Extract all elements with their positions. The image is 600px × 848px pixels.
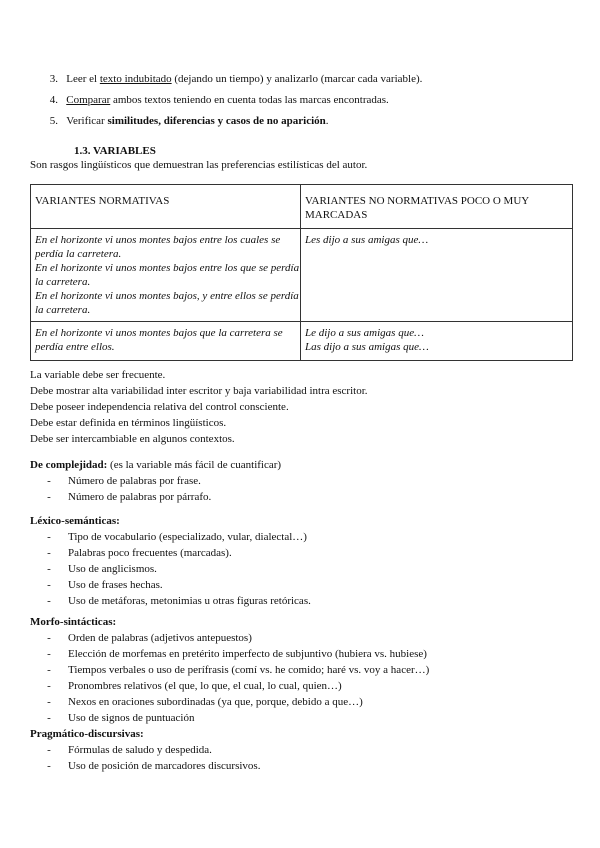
bullet: - <box>47 595 51 607</box>
header-normative: VARIANTES NORMATIVAS <box>31 185 301 229</box>
list-item-text: Uso de metáforas, metonimias u otras figuras retóricas. <box>68 595 311 607</box>
step-text-post: . <box>325 115 329 127</box>
requirement-line: Debe ser intercambiable en algunos contextos. <box>30 433 235 445</box>
list-item-text: Tipo de vocabulario (especializado, vular, dialectal…) <box>68 531 307 543</box>
step-link: Comparar <box>66 94 111 106</box>
list-item <box>30 594 311 608</box>
table-row <box>31 322 573 361</box>
cell-text: En el horizonte vi unos montes bajos entre los que se perdía <box>35 262 300 274</box>
group-title: De complejidad: <box>30 459 108 471</box>
list-item <box>30 530 307 544</box>
step-4 <box>40 93 389 107</box>
list-item-text: Número de palabras por párrafo. <box>68 491 212 503</box>
list-item-text: Uso de anglicismos. <box>68 563 157 575</box>
list-item <box>30 490 211 504</box>
table-row <box>31 229 573 322</box>
cell-text: En el horizonte vi unos montes bajos que la carretera se <box>35 327 283 339</box>
bullet: - <box>47 475 51 487</box>
requirement-line: La variable debe ser frecuente. <box>30 369 166 381</box>
list-item <box>30 679 342 693</box>
list-item <box>30 562 157 576</box>
cell-text: Les dijo a sus amigas que… <box>305 234 429 246</box>
list-item-text: Uso de posición de marcadores discursivos. <box>68 760 261 772</box>
cell-text: la carretera. <box>35 304 91 316</box>
list-item <box>30 474 201 488</box>
bullet: - <box>47 744 51 756</box>
step-3 <box>40 72 422 86</box>
step-bold-text: similitudes, diferencias y casos de no aparición <box>107 115 326 127</box>
group-title: Morfo-sintácticas: <box>30 616 117 628</box>
bullet: - <box>47 760 51 772</box>
list-item <box>30 711 194 725</box>
step-text-post: ambos textos teniendo en cuenta todas las marcas encontradas. <box>110 94 389 106</box>
list-item <box>30 631 252 645</box>
cell-text: En el horizonte vi unos montes bajos, y entre ellos se perdía <box>35 290 299 302</box>
group-note: (es la variable más fácil de cuantificar) <box>107 459 282 471</box>
cell-normative <box>31 229 301 322</box>
group-title: Pragmático-discursivas: <box>30 728 144 740</box>
bullet: - <box>47 579 51 591</box>
list-item-text: Orden de palabras (adjetivos antepuestos) <box>68 632 252 644</box>
list-item <box>30 695 363 709</box>
cell-text: perdía la carretera. <box>35 248 122 260</box>
step-text-pre: Leer el <box>66 73 100 85</box>
list-item-text: Elección de morfemas en pretérito imperfecto de subjuntivo (hubiera vs. hubiese) <box>68 648 427 660</box>
bullet: - <box>47 664 51 676</box>
requirement-line: Debe poseer independencia relativa del control consciente. <box>30 401 289 413</box>
step-text-post: (dejando un tiempo) y analizarlo (marcar cada variable). <box>171 73 423 85</box>
group-title-complexity <box>30 458 281 472</box>
step-number: 3. <box>49 73 58 85</box>
list-item-text: Tiempos verbales o uso de perífrasis (comí vs. he comido; haré vs. voy a hacer…) <box>68 664 430 676</box>
requirement-line: Debe mostrar alta variabilidad inter escritor y baja variabilidad intra escritor. <box>30 385 368 397</box>
list-item-text: Palabras poco frecuentes (marcadas). <box>68 547 232 559</box>
list-item <box>30 546 232 560</box>
list-item-text: Nexos en oraciones subordinadas (ya que, porque, debido a que…) <box>68 696 363 708</box>
header-non-normative: VARIANTES NO NORMATIVAS POCO O MUY MARCADAS <box>301 185 573 229</box>
step-text-pre: Verificar <box>66 115 108 127</box>
bullet: - <box>47 712 51 724</box>
list-item-text: Uso de frases hechas. <box>68 579 163 591</box>
cell-text: En el horizonte vi unos montes bajos entre los cuales se <box>35 234 281 246</box>
list-item-text: Número de palabras por frase. <box>68 475 201 487</box>
list-item <box>30 759 260 773</box>
cell-text: perdía entre ellos. <box>35 341 115 353</box>
list-item-text: Uso de signos de puntuación <box>68 712 195 724</box>
variables-table <box>30 184 573 361</box>
list-item <box>30 743 212 757</box>
step-5 <box>40 114 329 128</box>
bullet: - <box>47 563 51 575</box>
bullet: - <box>47 547 51 559</box>
cell-text: Le dijo a sus amigas que… <box>305 327 424 339</box>
requirement-line: Debe estar definida en términos lingüísticos. <box>30 417 227 429</box>
step-link: texto indubitado <box>99 73 172 85</box>
list-item <box>30 647 427 661</box>
table-header-row <box>31 185 573 229</box>
list-item-text: Pronombres relativos (el que, lo que, el cual, lo cual, quien…) <box>68 680 342 692</box>
bullet: - <box>47 696 51 708</box>
list-item-text: Fórmulas de saludo y despedida. <box>68 744 212 756</box>
cell-non-normative <box>301 229 573 322</box>
list-item <box>30 663 429 677</box>
bullet: - <box>47 680 51 692</box>
bullet: - <box>47 632 51 644</box>
bullet: - <box>47 491 51 503</box>
section-intro: Son rasgos lingüísticos que demuestran las preferencias estilísticas del autor. <box>30 159 368 171</box>
cell-text: Las dijo a sus amigas que… <box>305 341 429 353</box>
cell-normative <box>31 322 301 361</box>
cell-text: la carretera. <box>35 276 91 288</box>
cell-non-normative <box>301 322 573 361</box>
step-number: 4. <box>49 94 58 106</box>
bullet: - <box>47 648 51 660</box>
step-number: 5. <box>49 115 58 127</box>
section-title: 1.3. VARIABLES <box>74 145 156 157</box>
list-item <box>30 578 163 592</box>
bullet: - <box>47 531 51 543</box>
group-title: Léxico-semánticas: <box>30 515 120 527</box>
